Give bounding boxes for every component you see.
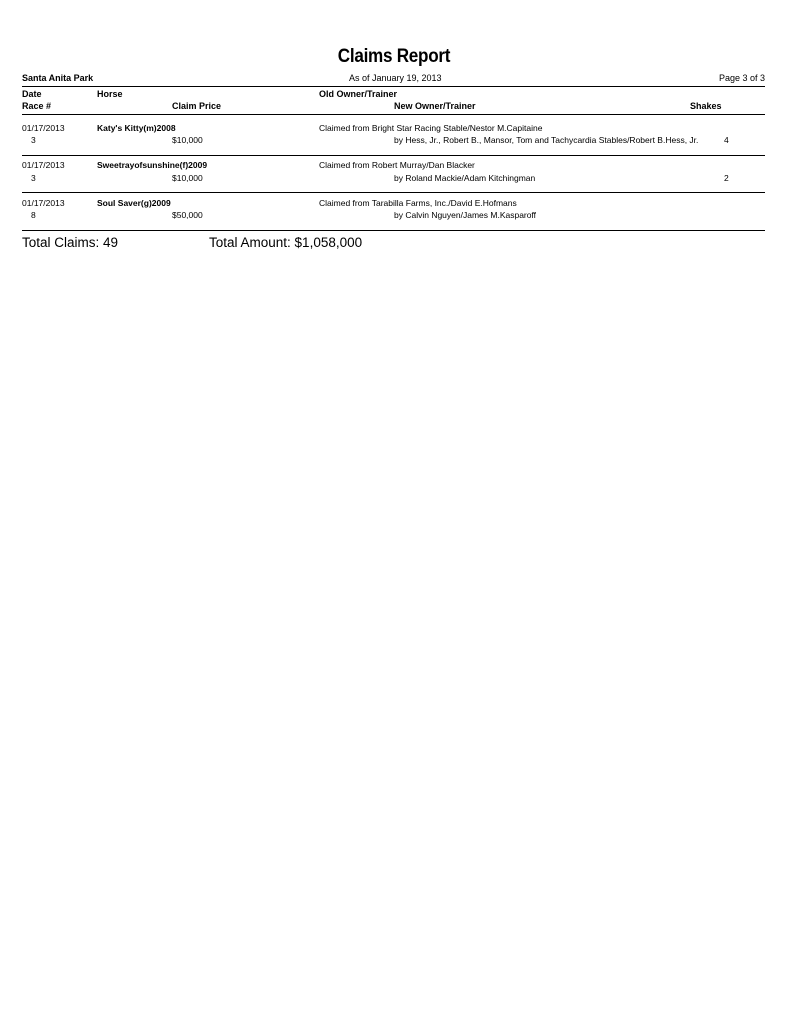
as-of-date: As of January 19, 2013 — [349, 73, 442, 83]
claim-horse: Soul Saver(g)2009 — [97, 198, 171, 208]
header-claim-price: Claim Price — [172, 101, 222, 111]
claim-date: 01/17/2013 — [22, 198, 65, 208]
claim-date: 01/17/2013 — [22, 123, 65, 133]
track-name: Santa Anita Park — [22, 73, 94, 83]
claim-price: $10,000 — [172, 173, 203, 183]
header-old-owner-trainer: Old Owner/Trainer — [319, 89, 398, 99]
header-race: Race # — [22, 101, 52, 111]
header-shakes: Shakes — [690, 101, 722, 111]
claimed-from: Claimed from Robert Murray/Dan Blacker — [319, 160, 475, 170]
claim-shakes: 4 — [724, 135, 729, 145]
claim-race: 3 — [31, 135, 36, 145]
claimed-from: Claimed from Bright Star Racing Stable/Nestor M.Capitaine — [319, 123, 543, 133]
row-divider — [22, 155, 765, 156]
header-top-rule — [22, 86, 765, 87]
claim-horse: Katy's Kitty(m)2008 — [97, 123, 176, 133]
claim-race: 8 — [31, 210, 36, 220]
claim-date: 01/17/2013 — [22, 160, 65, 170]
header-new-owner-trainer: New Owner/Trainer — [394, 101, 476, 111]
row-divider — [22, 192, 765, 193]
claim-horse: Sweetrayofsunshine(f)2009 — [97, 160, 208, 170]
claimed-from: Claimed from Tarabilla Farms, Inc./David E.Hofmans — [319, 198, 517, 208]
claimed-by: by Calvin Nguyen/James M.Kasparoff — [394, 210, 537, 220]
claim-price: $50,000 — [172, 210, 203, 220]
report-meta-row — [22, 73, 765, 85]
claimed-by: by Hess, Jr., Robert B., Mansor, Tom and Tachycardia Stables/Robert B.Hess, Jr. — [394, 135, 699, 145]
header-bottom-rule — [22, 114, 765, 115]
claim-race: 3 — [31, 173, 36, 183]
report-title: Claims Report — [337, 46, 451, 67]
total-amount: Total Amount: $1,058,000 — [209, 235, 363, 250]
claimed-by: by Roland Mackie/Adam Kitchingman — [394, 173, 536, 183]
header-horse: Horse — [97, 89, 123, 99]
claim-price: $10,000 — [172, 135, 203, 145]
row-divider — [22, 230, 765, 231]
total-claims: Total Claims: 49 — [22, 235, 119, 250]
page-number: Page 3 of 3 — [718, 73, 765, 83]
header-date: Date — [22, 89, 42, 99]
claim-shakes: 2 — [724, 173, 729, 183]
